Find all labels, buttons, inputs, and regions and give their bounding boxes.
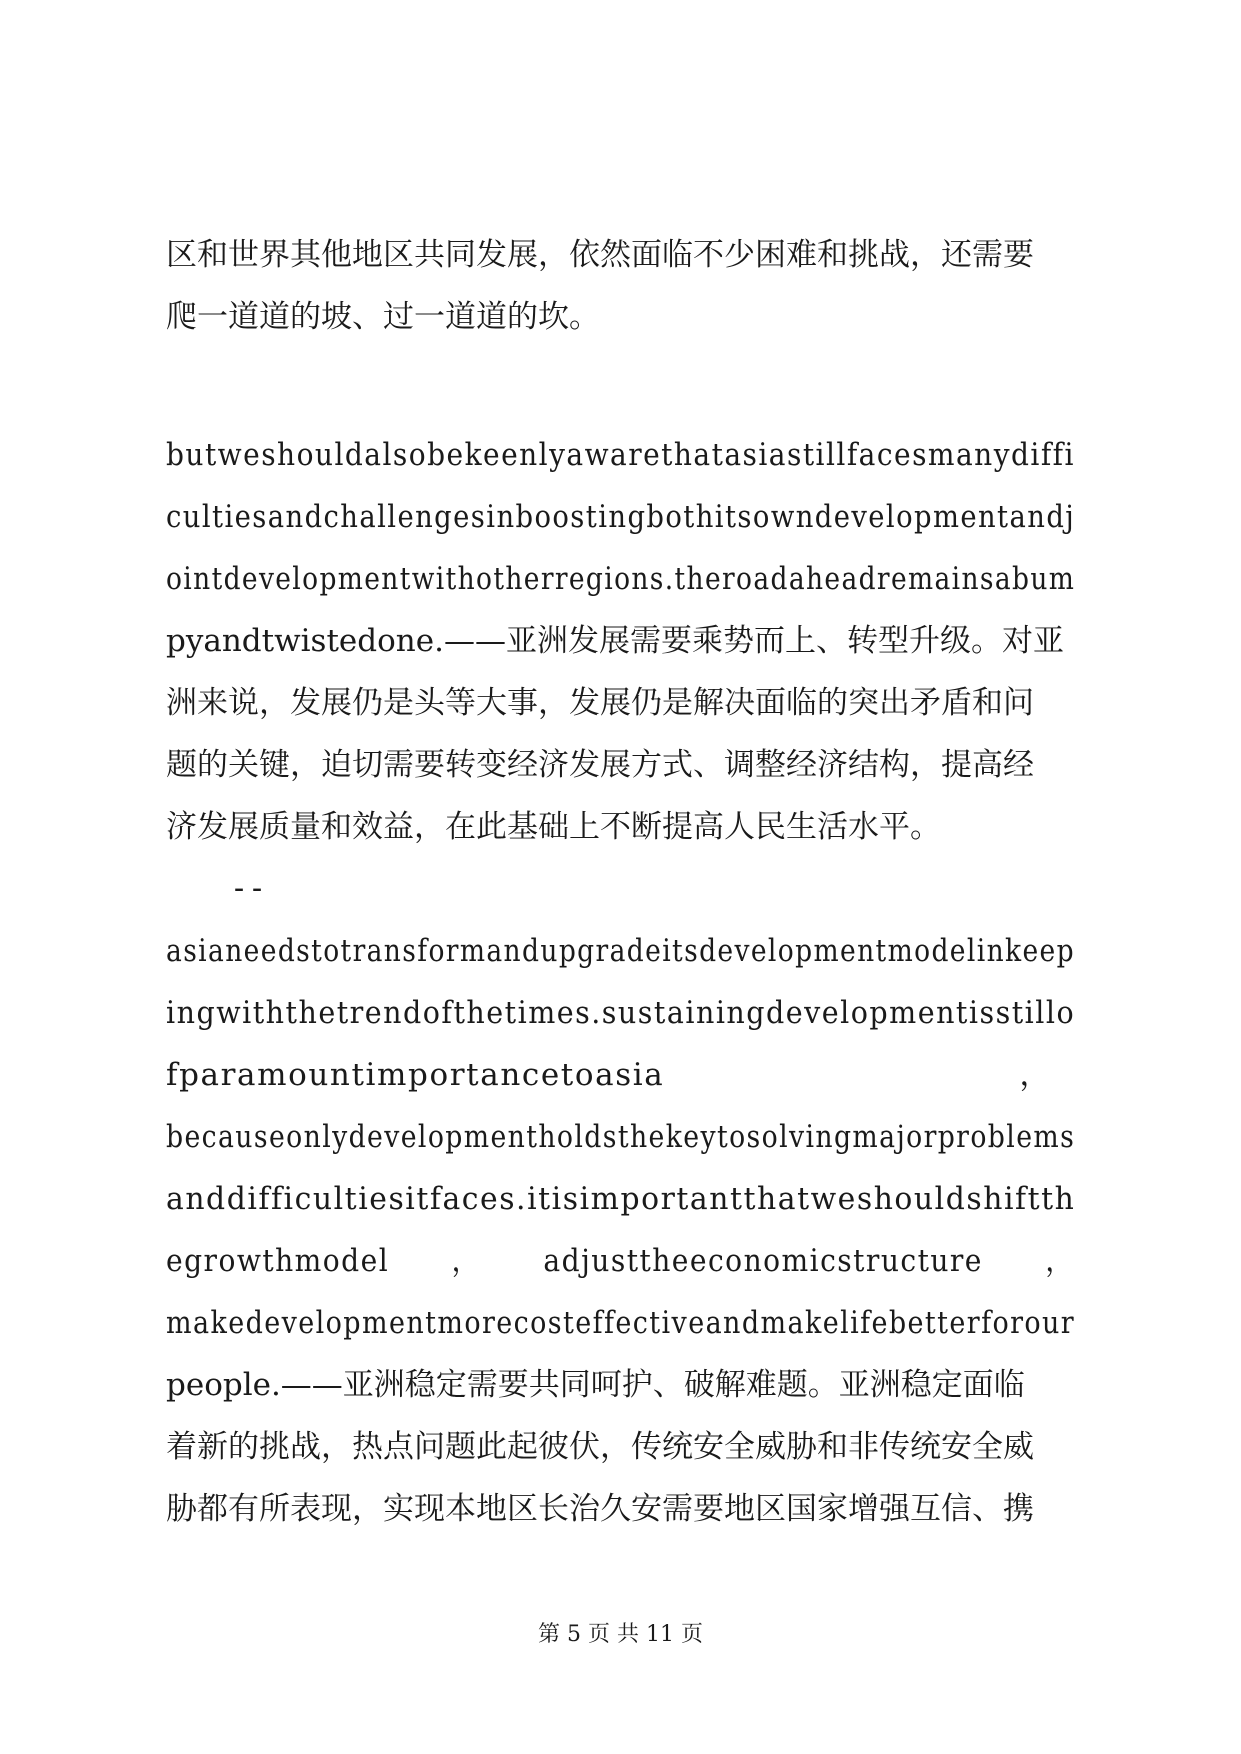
page-number: 第 5 页 共 11 页 [538,1622,703,1647]
text-line: cultiesandchallengesinboostingbothitsowndevelopmentandj [166,499,1076,535]
text-line: becauseonlydevelopmentholdsthekeytosolvingmajorproblems [166,1119,1076,1155]
text-line: ingwiththetrendofthetimes.sustainingdevelopmentisstillo [166,995,1076,1031]
text-line: pyandtwistedone.——亚洲发展需要乘势而上、转型升级。对亚 [166,623,1064,659]
text-line: anddifficultiesitfaces.itisimportantthatweshouldshiftth [166,1181,1076,1217]
text-line: egrowthmodel ， adjusttheeconomicstructure ， [166,1243,1075,1279]
text-line: people.——亚洲稳定需要共同呵护、破解难题。亚洲稳定面临 [166,1367,1025,1403]
text-line: 题的关键，迫切需要转变经济发展方式、调整经济结构，提高经 [166,747,1034,783]
dash-separator: -- [230,871,267,906]
text-line: 洲来说，发展仍是头等大事，发展仍是解决面临的突出矛盾和问 [166,685,1034,721]
text-line: fparamountimportancetoasia ， [166,1057,1052,1093]
text-line: ointdevelopmentwithotherregions.theroadaheadremainsabum [166,561,1076,597]
text-line: butweshouldalsobekeenlyawarethatasiastillfacesmanydiffi [166,437,1075,473]
text-line: 着新的挑战，热点问题此起彼伏，传统安全威胁和非传统安全威 [166,1429,1034,1465]
text-line: makedevelopmentmorecosteffectiveandmakelifebetterforour [166,1305,1076,1341]
text-line: asianeedstotransformandupgradeitsdevelopmentmodelinkeep [166,933,1075,969]
text-line: 爬一道道的坡、过一道道的坎。 [166,299,600,335]
text-line: 胁都有所表现，实现本地区长治久安需要地区国家增强互信、携 [166,1491,1034,1527]
text-line: 区和世界其他地区共同发展，依然面临不少困难和挑战，还需要 [166,237,1034,273]
text-line: 济发展质量和效益，在此基础上不断提高人民生活水平。 [166,809,941,845]
